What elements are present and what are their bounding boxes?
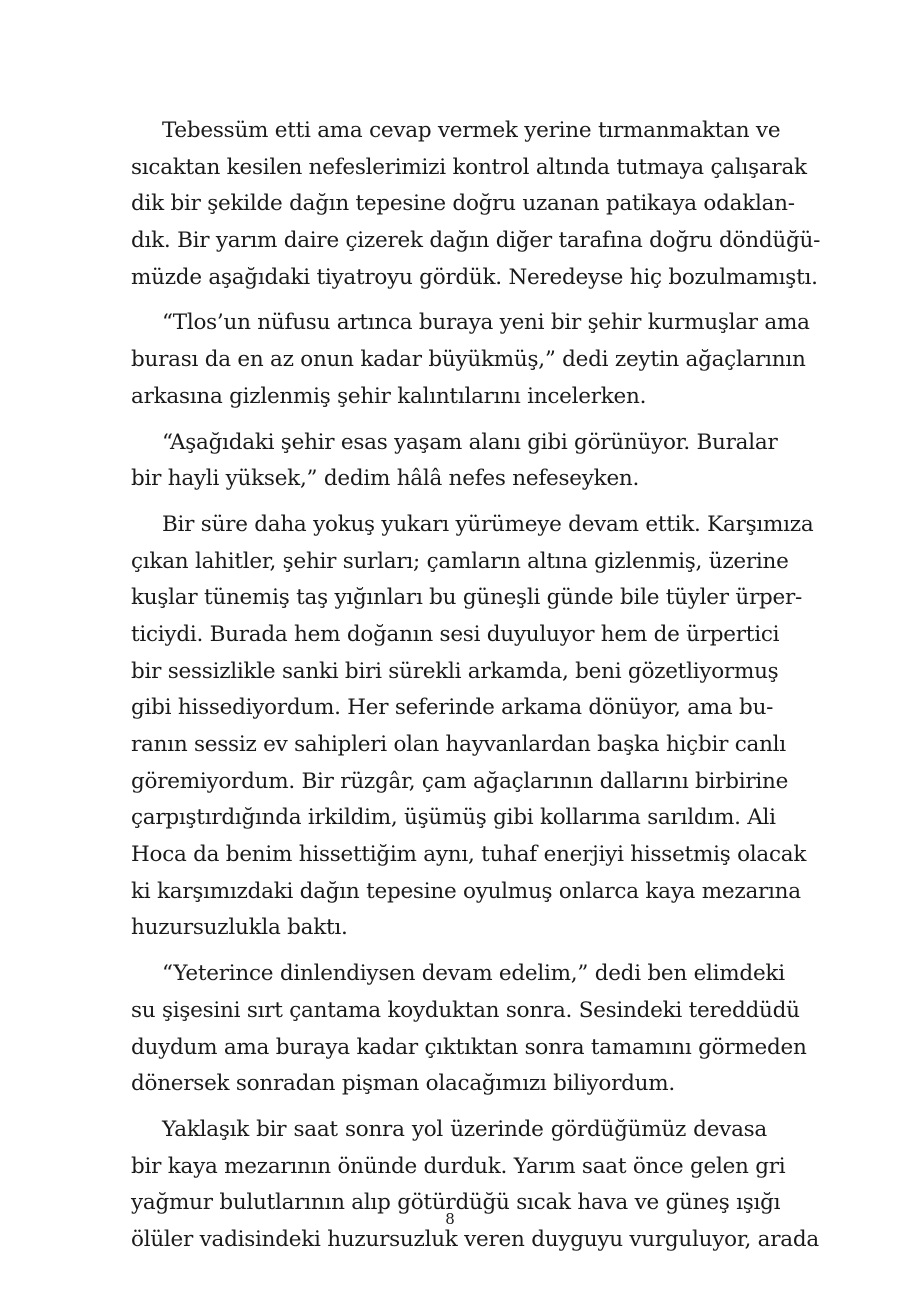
text-line: gibi hissediyordum. Her seferinde arkama dönüyor, ama bu- (131, 695, 774, 721)
text-line: ki karşımızdaki dağın tepesine oyulmuş onlarca kaya mezarına (131, 878, 801, 904)
text-line: ranın sessiz ev sahipleri olan hayvanlardan başka hiçbir canlı (131, 732, 786, 757)
text-line: “Yeterince dinlendiysen devam edelim,” dedi ben elimdeki (162, 961, 785, 987)
paragraph (131, 425, 778, 498)
text-line: dık. Bir yarım daire çizerek dağın diğer tarafına doğru döndüğü- (131, 228, 821, 254)
paragraph (131, 956, 807, 1103)
text-line: bir sessizlikle sanki biri sürekli arkamda, beni gözetliyormuş (131, 658, 779, 684)
paragraph (131, 1112, 819, 1259)
text-line: çarpıştırdığında irkildim, üşümüş gibi kollarıma sarıldım. Ali (131, 805, 776, 831)
text-line: huzursuzlukla baktı. (131, 915, 348, 941)
text-line: “Aşağıdaki şehir esas yaşam alanı gibi görünüyor. Buralar (162, 429, 778, 455)
text-line: Tebessüm etti ama cevap vermek yerine tırmanmaktan ve (162, 118, 781, 143)
text-line: burası da en az onun kadar büyükmüş,” dedi zeytin ağaçlarının (131, 347, 806, 373)
text-line: çıkan lahitler, şehir surları; çamların altına gizlenmiş, üzerine (131, 548, 789, 574)
text-line: ölüler vadisindeki huzursuzluk veren duyguyu vurguluyor, arada (131, 1226, 819, 1252)
text-line: müzde aşağıdaki tiyatroyu gördük. Neredeyse hiç bozulmamıştı. (131, 264, 818, 290)
text-line: bir hayli yüksek,” dedim hâlâ nefes nefeseyken. (131, 466, 640, 492)
text-line: dik bir şekilde dağın tepesine doğru uzanan patikaya odaklan- (131, 191, 795, 217)
text-line: bir kaya mezarının önünde durduk. Yarım saat önce gelen gri (131, 1153, 786, 1179)
paragraph (131, 113, 821, 296)
text-line: Hoca da benim hissettiğim aynı, tuhaf enerjiyi hissetmiş olacak (131, 842, 807, 868)
paragraph (131, 305, 810, 415)
text-line: Bir süre daha yokuş yukarı yürümeye devam ettik. Karşımıza (162, 511, 814, 537)
paragraph (131, 507, 814, 947)
page-body (131, 113, 821, 1259)
text-line: sıcaktan kesilen nefeslerimizi kontrol altında tutmaya çalışarak (131, 154, 807, 180)
text-line: kuşlar tünemiş taş yığınları bu güneşli günde bile tüyler ürper- (131, 585, 803, 611)
text-line: duydum ama buraya kadar çıktıktan sonra tamamını görmeden (131, 1034, 807, 1060)
page-number: 8 (445, 1210, 455, 1228)
text-line: göremiyordum. Bir rüzgâr, çam ağaçlarının dallarını birbirine (131, 768, 789, 794)
text-line: dönersek sonradan pişman olacağımızı biliyordum. (131, 1071, 675, 1097)
text-line: Yaklaşık bir saat sonra yol üzerinde gördüğümüz devasa (162, 1116, 767, 1142)
text-line: su şişesini sırt çantama koyduktan sonra. Sesindeki tereddüdü (131, 997, 800, 1023)
text-line: yağmur bulutlarının alıp götürdüğü sıcak hava ve güneş ışığı (131, 1190, 781, 1216)
text-line: “Tlos’un nüfusu artınca buraya yeni bir şehir kurmuşlar ama (162, 310, 810, 336)
text-line: ticiydi. Burada hem doğanın sesi duyuluyor hem de ürpertici (131, 621, 780, 647)
text-line: arkasına gizlenmiş şehir kalıntılarını incelerken. (131, 383, 647, 409)
